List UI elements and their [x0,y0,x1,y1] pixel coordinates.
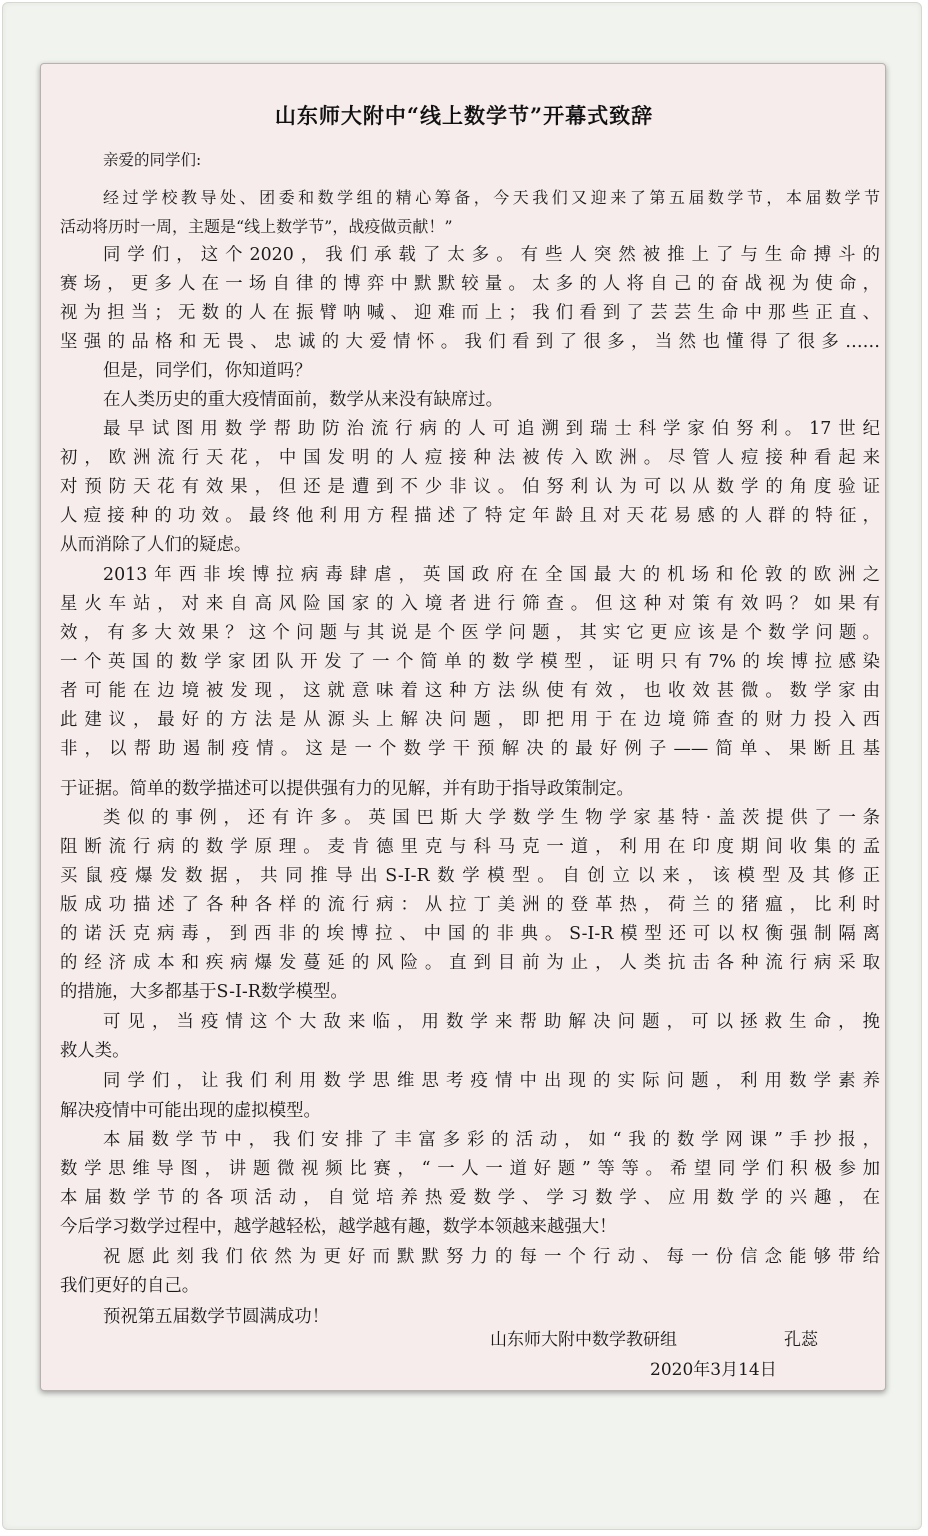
body-line: 亲爱的同学们: [103,151,202,169]
body-line: 对预防天花有效果，但还是遭到不少非议。伯努利认为可以从数学的角度验证 [60,477,880,497]
body-line: 同学们，这个2020，我们承载了太多。有些人突然被推上了与生命搏斗的 [103,245,880,265]
body-line: 2013年西非埃博拉病毒肆虐，英国政府在全国最大的机场和伦敦的欧洲之 [103,565,880,585]
body-line: 者可能在边境被发现，这就意味着这种方法纵使有效，也收效甚微。数学家由 [60,681,880,701]
body-line: 本届数学节中，我们安排了丰富多彩的活动，如“我的数学网课”手抄报， [103,1130,880,1150]
body-line: 经过学校教导处、团委和数学组的精心筹备，今天我们又迎来了第五届数学节，本届数学节 [103,188,880,207]
signature-date: 2020年3月14日 [650,1360,777,1380]
body-line: 非，以帮助遏制疫情。这是一个数学干预解决的最好例子——简单、果断且基 [60,739,880,759]
body-line: 从而消除了人们的疑虑。 [60,535,252,555]
body-line: 可见，当疫情这个大敌来临，用数学来帮助解决问题，可以拯救生命，挽 [103,1012,880,1032]
body-line: 效，有多大效果？这个问题与其说是个医学问题，其实它更应该是个数学问题。 [60,623,880,643]
body-line: 我们更好的自己。 [60,1276,200,1296]
body-line: 买鼠疫爆发数据，共同推导出S-I-R数学模型。自创立以来，该模型及其修正 [60,866,880,886]
body-line: 今后学习数学过程中，越学越轻松，越学越有趣，数学本领越来越强大！ [60,1217,617,1237]
signature-name: 孔蕊 [784,1330,818,1350]
body-line: 于证据。简单的数学描述可以提供强有力的见解，并有助于指导政策制定。 [60,779,634,799]
body-line: 预祝第五届数学节圆满成功！ [103,1307,330,1327]
body-line: 祝愿此刻我们依然为更好而默默努力的每一个行动、每一份信念能够带给 [103,1247,880,1267]
body-line: 的诺沃克病毒，到西非的埃博拉、中国的非典。S-I-R模型还可以权衡强制隔离 [60,924,880,944]
body-line: 活动将历时一周，主题是“线上数学节”，战疫做贡献！” [60,217,453,236]
body-line: 星火车站，对来自高风险国家的入境者进行筛查。但这种对策有效吗？如果有 [60,594,880,614]
body-line: 视为担当；无数的人在振臂呐喊、迎难而上；我们看到了芸芸生命中那些正直、 [60,303,880,323]
body-line: 赛场，更多人在一场自律的博弈中默默较量。太多的人将自己的奋战视为使命， [60,274,880,294]
body-line: 解决疫情中可能出现的虚拟模型。 [60,1101,321,1121]
body-line: 最早试图用数学帮助防治流行病的人可追溯到瑞士科学家伯努利。17世纪 [103,419,880,439]
body-line: 数学思维导图，讲题微视频比赛，“一人一道好题”等等。希望同学们积极参加 [60,1159,880,1179]
body-line: 的措施，大多都基于S-I-R数学模型。 [60,982,348,1002]
body-line: 在人类历史的重大疫情面前，数学从来没有缺席过。 [103,390,503,410]
page-title: 山东师大附中“线上数学节”开幕式致辞 [274,103,654,128]
body-line: 同学们，让我们利用数学思维思考疫情中出现的实际问题，利用数学素养 [103,1071,880,1091]
body-line: 初，欧洲流行天花，中国发明的人痘接种法被传入欧洲。尽管人痘接种看起来 [60,448,880,468]
signature-org: 山东师大附中数学教研组 [490,1330,677,1350]
body-line: 类似的事例，还有许多。英国巴斯大学数学生物学家基特·盖茨提供了一条 [103,808,880,828]
body-line: 阻断流行病的数学原理。麦肯德里克与科马克一道，利用在印度期间收集的孟 [60,837,880,857]
body-line: 本届数学节的各项活动，自觉培养热爱数学、学习数学、应用数学的兴趣，在 [60,1188,880,1208]
body-line: 但是，同学们，你知道吗？ [103,361,312,381]
body-line: 此建议，最好的方法是从源头上解决问题，即把用于在边境筛查的财力投入西 [60,710,880,730]
body-line: 人痘接种的功效。最终他利用方程描述了特定年龄且对天花易感的人群的特征， [60,506,880,526]
body-line: 坚强的品格和无畏、忠诚的大爱情怀。我们看到了很多，当然也懂得了很多…… [60,332,880,352]
body-line: 的经济成本和疾病爆发蔓延的风险。直到目前为止，人类抗击各种流行病采取 [60,953,880,973]
body-line: 救人类。 [60,1041,130,1061]
body-line: 一个英国的数学家团队开发了一个简单的数学模型，证明只有7%的埃博拉感染 [60,652,880,672]
body-line: 版成功描述了各种各样的流行病：从拉丁美洲的登革热，荷兰的猪瘟，比利时 [60,895,880,915]
